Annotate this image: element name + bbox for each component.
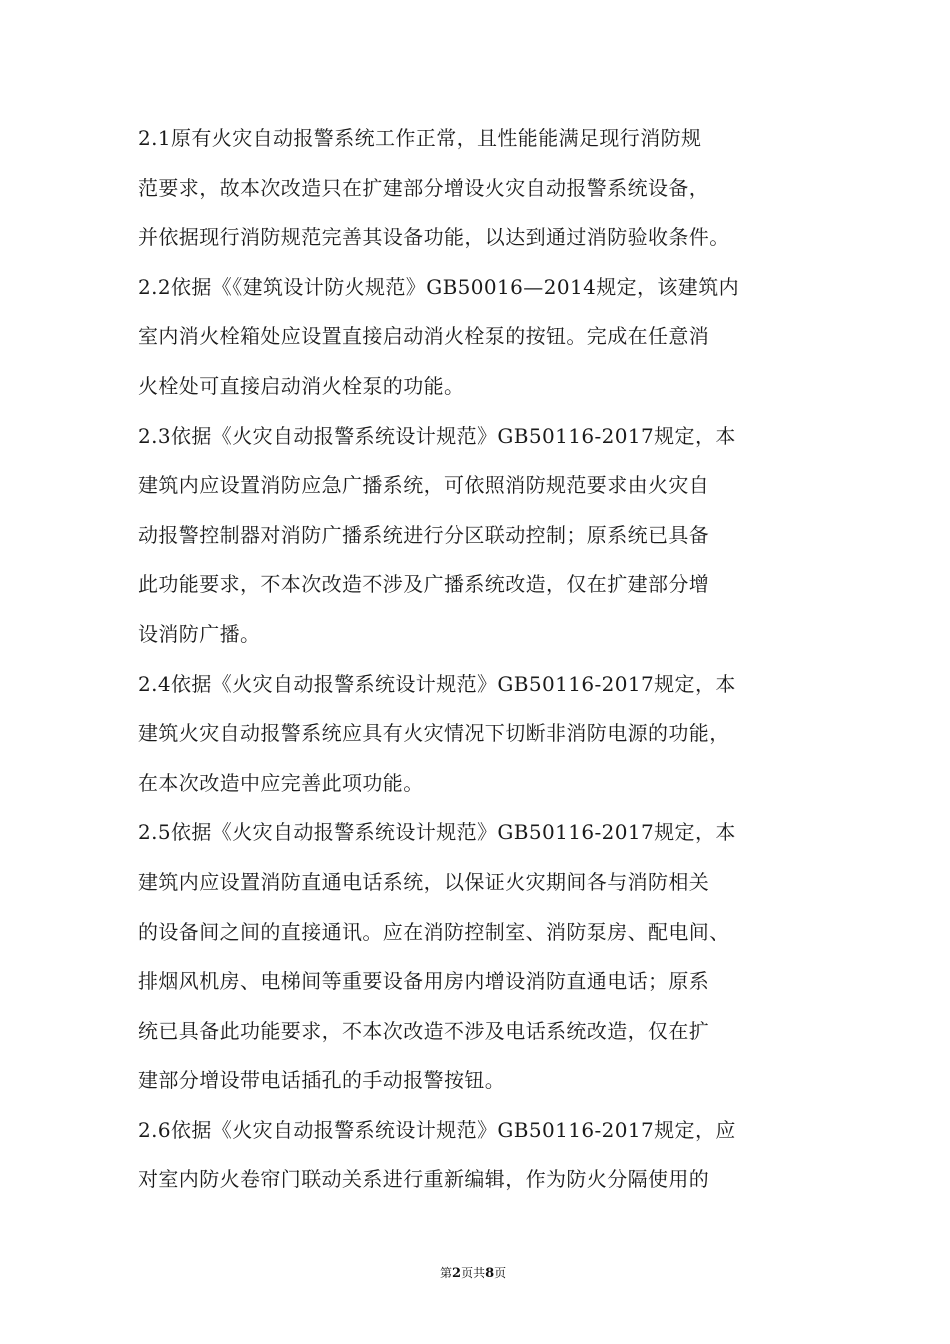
text-line: 2.6依据《火灾自动报警系统设计规范》GB50116-2017规定，应 [138, 1117, 736, 1142]
text-line: 的设备间之间的直接通讯。应在消防控制室、消防泵房、配电间、 [138, 919, 730, 944]
text-line: 建筑火灾自动报警系统应具有火灾情况下切断非消防电源的功能， [138, 721, 730, 746]
text-line: 2.5依据《火灾自动报警系统设计规范》GB50116-2017规定，本 [138, 820, 736, 845]
text-line: 火栓处可直接启动消火栓泵的功能。 [138, 373, 465, 398]
text-line: 对室内防火卷帘门联动关系进行重新编辑，作为防火分隔使用的 [138, 1167, 710, 1192]
text-line: 2.1原有火灾自动报警系统工作正常，且性能能满足现行消防规 [138, 126, 702, 150]
footer-prefix: 第 [440, 1266, 453, 1280]
text-line: 2.3依据《火灾自动报警系统设计规范》GB50116-2017规定，本 [138, 423, 736, 448]
page-footer [0, 1264, 950, 1281]
footer-middle: 页共 [461, 1266, 486, 1280]
text-line: 建筑内应设置消防应急广播系统，可依照消防规范要求由火灾自 [138, 473, 710, 498]
text-line: 范要求，故本次改造只在扩建部分增设火灾自动报警系统设备， [138, 175, 710, 200]
total-page-count: 8 [485, 1266, 495, 1281]
text-line: 动报警控制器对消防广播系统进行分区联动控制；原系统已具备 [138, 522, 710, 547]
text-line: 在本次改造中应完善此项功能。 [138, 770, 424, 795]
body-text [138, 114, 788, 1205]
text-line: 2.4依据《火灾自动报警系统设计规范》GB50116-2017规定，本 [138, 671, 736, 696]
text-line: 设消防广播。 [138, 621, 261, 646]
text-line: 此功能要求，不本次改造不涉及广播系统改造，仅在扩建部分增 [138, 572, 710, 597]
text-line: 排烟风机房、电梯间等重要设备用房内增设消防直通电话；原系 [138, 969, 710, 994]
text-line: 室内消火栓箱处应设置直接启动消火栓泵的按钮。完成在任意消 [138, 324, 710, 349]
footer-suffix: 页 [494, 1266, 507, 1280]
text-line: 并依据现行消防规范完善其设备功能，以达到通过消防验收条件。 [138, 225, 730, 250]
current-page-number: 2 [452, 1266, 462, 1281]
text-line: 建部分增设带电话插孔的手动报警按钮。 [138, 1068, 506, 1093]
text-line: 建筑内应设置消防直通电话系统，以保证火灾期间各与消防相关 [138, 869, 710, 894]
text-line: 统已具备此功能要求，不本次改造不涉及电话系统改造，仅在扩 [138, 1018, 710, 1043]
text-line: 2.2依据《《建筑设计防火规范》GB50016—2014规定，该建筑内 [138, 274, 740, 299]
